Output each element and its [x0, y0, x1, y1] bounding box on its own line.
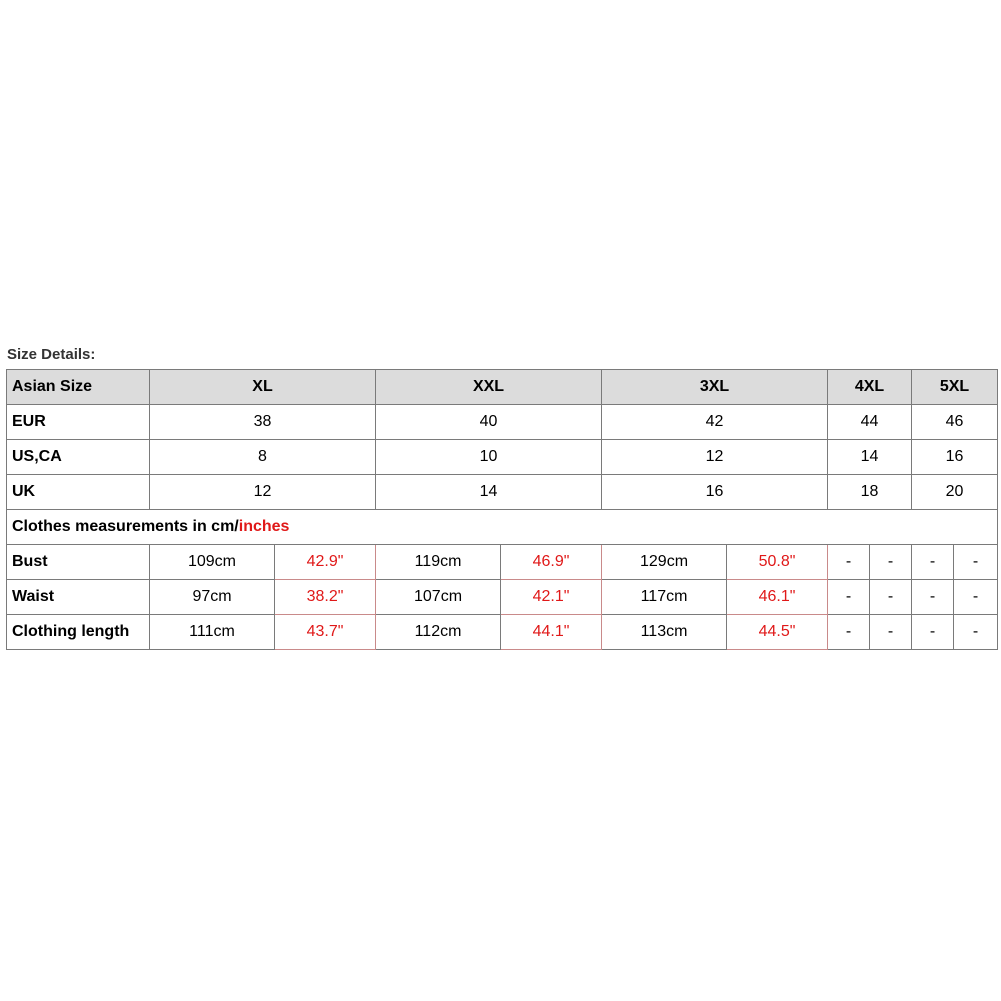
measurements-heading-row	[7, 510, 998, 545]
inch-cell: 44.5"	[727, 615, 828, 650]
heading-suffix: inches	[238, 518, 290, 535]
table-cell: 8	[150, 440, 376, 475]
heading-prefix: Clothes measurements in cm/	[12, 518, 239, 535]
row-label: EUR	[7, 405, 150, 440]
inch-cell: -	[870, 615, 912, 650]
cm-cell: 113cm	[602, 615, 727, 650]
size-xxl: XXL	[376, 370, 602, 405]
cm-cell: -	[912, 615, 954, 650]
table-cell: 44	[828, 405, 912, 440]
cm-cell: -	[912, 580, 954, 615]
cm-cell: 112cm	[376, 615, 501, 650]
table-cell: 38	[150, 405, 376, 440]
row-label: Bust	[7, 545, 150, 580]
size-5xl: 5XL	[912, 370, 998, 405]
table-row	[7, 405, 998, 440]
table-cell: 42	[602, 405, 828, 440]
cm-cell: 117cm	[602, 580, 727, 615]
size-table	[6, 369, 998, 650]
table-cell: 10	[376, 440, 602, 475]
inch-cell: 46.9"	[501, 545, 602, 580]
table-cell: 40	[376, 405, 602, 440]
inch-cell: 42.9"	[275, 545, 376, 580]
size-xl: XL	[150, 370, 376, 405]
inch-cell: 42.1"	[501, 580, 602, 615]
inch-cell: 44.1"	[501, 615, 602, 650]
inch-cell: -	[870, 545, 912, 580]
table-cell: 12	[602, 440, 828, 475]
table-cell: 16	[602, 475, 828, 510]
inch-cell: 38.2"	[275, 580, 376, 615]
table-cell: 20	[912, 475, 998, 510]
table-cell: 12	[150, 475, 376, 510]
header-label: Asian Size	[7, 370, 150, 405]
cm-cell: 119cm	[376, 545, 501, 580]
row-label: Waist	[7, 580, 150, 615]
cm-cell: 109cm	[150, 545, 275, 580]
inch-cell: -	[954, 545, 998, 580]
header-row	[7, 370, 998, 405]
row-label: Clothing length	[7, 615, 150, 650]
table-cell: 46	[912, 405, 998, 440]
page-title: Size Details:	[7, 346, 96, 363]
cm-cell: 97cm	[150, 580, 275, 615]
inch-cell: 43.7"	[275, 615, 376, 650]
inch-cell: -	[870, 580, 912, 615]
inch-cell: -	[954, 580, 998, 615]
inch-cell: -	[954, 615, 998, 650]
cm-cell: -	[828, 580, 870, 615]
table-row	[7, 440, 998, 475]
cm-cell: -	[828, 615, 870, 650]
row-label: US,CA	[7, 440, 150, 475]
cm-cell: 129cm	[602, 545, 727, 580]
inch-cell: 50.8"	[727, 545, 828, 580]
table-row	[7, 580, 998, 615]
table-row	[7, 615, 998, 650]
size-3xl: 3XL	[602, 370, 828, 405]
inch-cell: 46.1"	[727, 580, 828, 615]
measurements-heading	[7, 510, 998, 545]
cm-cell: 107cm	[376, 580, 501, 615]
cm-cell: -	[828, 545, 870, 580]
row-label: UK	[7, 475, 150, 510]
cm-cell: -	[912, 545, 954, 580]
table-row	[7, 545, 998, 580]
table-cell: 14	[376, 475, 602, 510]
size-4xl: 4XL	[828, 370, 912, 405]
table-cell: 14	[828, 440, 912, 475]
table-cell: 18	[828, 475, 912, 510]
cm-cell: 111cm	[150, 615, 275, 650]
table-cell: 16	[912, 440, 998, 475]
table-row	[7, 475, 998, 510]
